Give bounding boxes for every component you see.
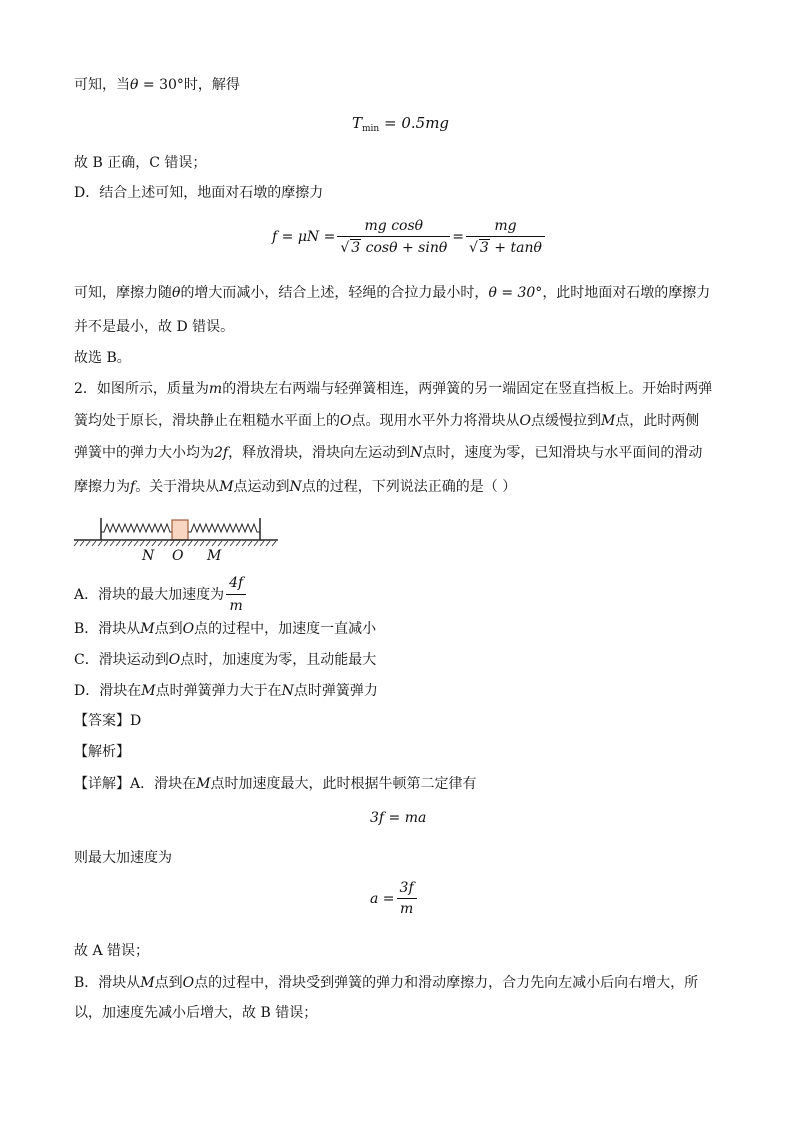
text-line: 故 B 正确，C 错误； <box>74 155 207 171</box>
sqrt-content: 3 <box>351 240 361 256</box>
math-span: + tanθ <box>489 240 542 256</box>
text-span: 弹簧中的弹力大小均为 <box>74 445 214 461</box>
math-m-point: M <box>140 975 155 991</box>
math-m-point: M <box>600 413 616 429</box>
text-line: 故选 B。 <box>74 350 131 366</box>
text-span: 的滑块左右两端与轻弹簧相连，两弹簧的另一端固定在竖直挡板上。开始时两弹 <box>222 381 713 397</box>
text-span: 可知，摩擦力随 <box>74 285 172 301</box>
text-span: B．滑块从 <box>74 975 141 991</box>
text-span: 点，此时两侧 <box>615 413 700 429</box>
math-2f: 2f <box>214 445 229 461</box>
math-symbol: T <box>352 114 363 132</box>
text-span: 点。现用水平外力将滑块从 <box>351 413 520 429</box>
text-line <box>74 284 710 302</box>
math-span: cosθ + sinθ <box>361 240 448 256</box>
math-m-point: M <box>140 621 155 637</box>
text-span: 点时弹簧弹力大于在 <box>155 683 282 699</box>
fraction <box>337 218 450 256</box>
math-o: O <box>168 652 181 668</box>
text-span: 点的过程中，滑块受到弹簧的弹力和滑动摩擦力，合力先向左减小后向右增大，所 <box>194 975 699 991</box>
math-equals: = <box>452 229 464 245</box>
fraction-denominator: m <box>399 901 414 917</box>
text-span: 点运动到 <box>233 479 290 495</box>
question-line <box>74 380 712 398</box>
text-line <box>74 974 698 992</box>
detail-label: 【详解】 <box>74 776 130 792</box>
answer-value: D <box>130 713 142 729</box>
text-span: ，此时地面对石墩的摩擦力 <box>542 285 711 301</box>
text-span: 点缓慢拉到 <box>530 413 601 429</box>
spring-block-figure <box>72 514 282 564</box>
text-span: 点的过程，下列说法正确的是（ ） <box>301 479 517 495</box>
fraction-numerator: mg cosθ <box>337 218 450 237</box>
slider-block <box>172 520 188 540</box>
text-span: B．滑块从 <box>74 621 141 637</box>
text-line: D．结合上述可知，地面对石墩的摩擦力 <box>74 185 324 201</box>
text-span: ，释放滑块，滑块向左运动到 <box>228 445 411 461</box>
text-span: A．滑块的最大加速度为 <box>74 586 225 603</box>
math-lhs: a = <box>370 890 395 907</box>
option-a <box>74 574 248 615</box>
equation-friction <box>272 218 547 256</box>
analysis-label: 【解析】 <box>74 744 130 760</box>
text-span: 。关于滑块从 <box>135 479 220 495</box>
math-theta: θ <box>130 77 139 93</box>
math-m-point: M <box>219 479 234 495</box>
math-o: O <box>340 413 352 429</box>
math-f: f <box>130 479 136 495</box>
option-d <box>74 682 378 700</box>
math-m-point: M <box>141 683 156 699</box>
text-span: C．滑块运动到 <box>74 652 169 668</box>
detail-line <box>74 775 476 793</box>
answer-label: 【答案】 <box>74 713 130 729</box>
ground-hatching <box>74 541 276 546</box>
text-span: 2．如图所示，质量为 <box>74 381 209 397</box>
math-n: N <box>281 683 294 699</box>
math-o: O <box>182 975 195 991</box>
text-span: 点的过程中，加速度一直减小 <box>194 621 377 637</box>
fraction-numerator: 4f <box>226 574 246 595</box>
label-n: N <box>142 548 155 564</box>
math-lhs: f = μN = <box>272 229 336 245</box>
sqrt-icon: √ <box>469 240 478 256</box>
text-line: 并不是最小，故 D 错误。 <box>74 319 235 335</box>
option-b <box>74 620 376 638</box>
fraction-numerator: 3f <box>397 880 417 899</box>
fraction-denominator <box>337 237 450 256</box>
question-line <box>74 478 516 496</box>
right-spring <box>188 524 260 532</box>
equation-tmin <box>352 114 449 134</box>
text-span: 点时，加速度为零，且动能最大 <box>180 652 377 668</box>
analysis-line <box>74 743 130 761</box>
math-m: m <box>208 381 223 397</box>
math-span: θ = 30° <box>488 285 543 301</box>
math-o: O <box>182 621 195 637</box>
text-span: 点到 <box>154 975 183 991</box>
text-span: 摩擦力为 <box>74 479 130 495</box>
text-span: 时，解得 <box>183 77 240 93</box>
text-span: 可知，当 <box>74 77 130 93</box>
text-line: 以，加速度先减小后增大，故 B 错误； <box>74 1005 318 1021</box>
fraction-denominator: m <box>229 598 243 614</box>
text-line: 故 A 错误； <box>74 943 150 959</box>
math-n: N <box>289 479 302 495</box>
text-span: 点时加速度最大，此时根据牛顿第二定律有 <box>210 776 477 792</box>
text-line <box>74 76 240 94</box>
fraction <box>466 218 545 256</box>
option-c <box>74 651 376 669</box>
text-span: 簧均处于原长，滑块静止在粗糙水平面上的 <box>74 413 340 429</box>
equation-newton: 3f = ma <box>370 810 427 826</box>
math-theta: θ <box>172 285 181 301</box>
label-o: O <box>172 548 184 564</box>
text-span: D．滑块在 <box>74 683 142 699</box>
text-span: 点时弹簧弹力 <box>293 683 378 699</box>
fraction-denominator <box>466 237 545 256</box>
sqrt-icon: √ <box>340 240 350 256</box>
answer-line <box>74 712 141 730</box>
math-subscript: min <box>362 124 380 134</box>
fraction <box>397 880 417 917</box>
math-rest: = 0.5mg <box>379 114 450 132</box>
label-m: M <box>207 548 222 564</box>
math-n: N <box>410 445 423 461</box>
math-o: O <box>519 413 531 429</box>
math-m-point: M <box>196 776 211 792</box>
text-span: 的增大而减小，结合上述，轻绳的合拉力最小时， <box>180 285 489 301</box>
text-span: A．滑块在 <box>130 776 197 792</box>
left-spring <box>101 524 172 532</box>
equation-accel <box>370 880 419 917</box>
math-eq: = 30° <box>138 77 184 93</box>
text-span: 点时，速度为零，已知滑块与水平面间的滑动 <box>422 445 703 461</box>
fraction <box>226 574 246 615</box>
text-span: 点到 <box>154 621 183 637</box>
question-line <box>74 412 699 430</box>
sqrt-content: 3 <box>479 240 489 256</box>
question-line <box>74 444 702 462</box>
fraction-numerator: mg <box>466 218 545 237</box>
text-line: 则最大加速度为 <box>74 850 172 866</box>
